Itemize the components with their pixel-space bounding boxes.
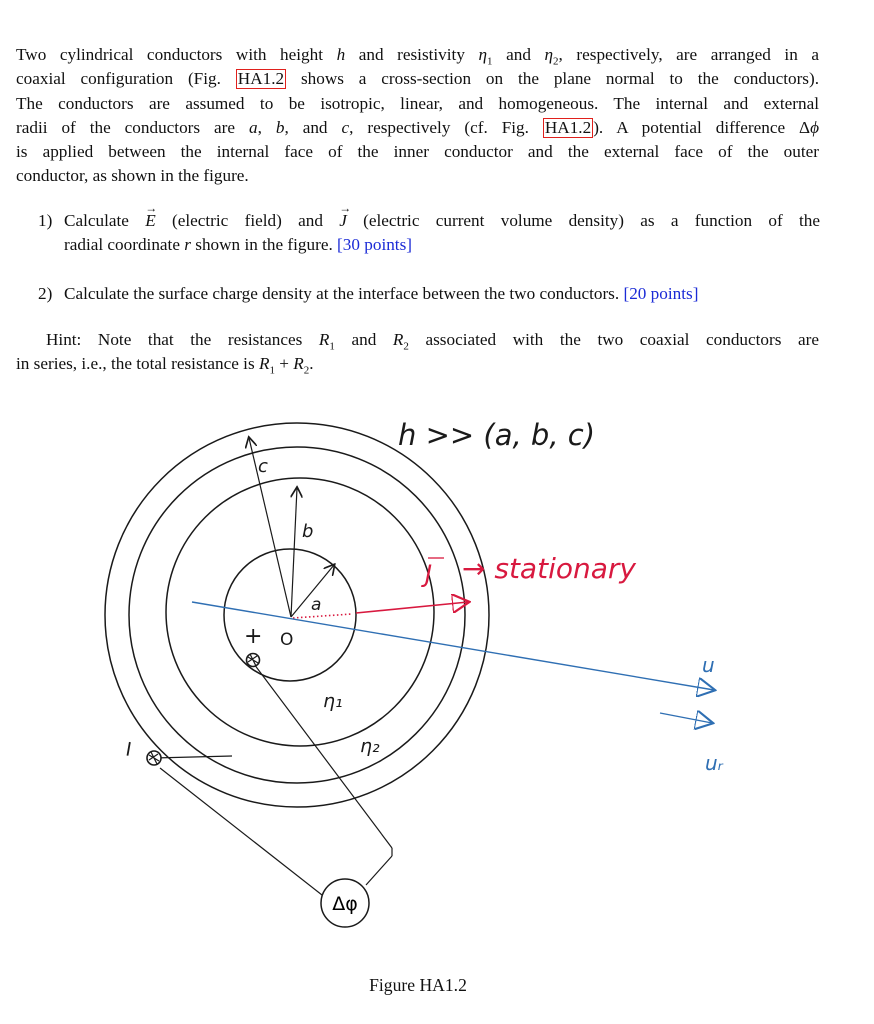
radius-b-line — [291, 488, 297, 617]
minus-sign: − — [115, 737, 143, 761]
label-u: u — [702, 653, 715, 677]
intro-paragraph — [16, 43, 819, 189]
hint-paragraph — [16, 328, 819, 377]
label-J: J — [425, 560, 433, 588]
label-eta1: η₁ — [323, 690, 343, 712]
vector-J: → J — [339, 209, 347, 233]
label-stationary: → stationary — [462, 552, 636, 585]
intro-line-1: Two cylindrical conductors with height h and resistivity $\eta_1$ and $\eta_2$, respectively, are arranged in a — [16, 45, 819, 68]
wire-outer-electrode — [154, 756, 232, 758]
label-eta2: η₂ — [360, 735, 380, 757]
figure-ref-link-2[interactable]: HA1.2 — [544, 117, 592, 137]
question-1-number: 1) — [38, 211, 53, 230]
hint-line-1: Hint: Note that the resistances $R_1$ and $R_2$ associated with the two coaxial conductors are — [46, 330, 819, 353]
label-ur: uᵣ — [705, 751, 723, 775]
figure-ref-link[interactable]: HA1.2 — [237, 69, 285, 89]
label-origin: O — [280, 630, 294, 650]
coaxial-figure — [0, 390, 874, 970]
label-a: a — [311, 595, 322, 615]
wire-to-source-right — [366, 856, 392, 885]
figure-caption: Figure HA1.2 — [369, 975, 467, 995]
wire-outer-to-source — [160, 768, 322, 895]
outer-conductor-boundary — [105, 423, 489, 807]
plus-sign: + — [244, 624, 263, 649]
question-1-line-1: Calculate → E (electric field) and → J (electric current volume density) as a function of the — [64, 209, 820, 233]
question-2-points: [20 points] — [623, 284, 699, 303]
label-c: c — [258, 456, 268, 477]
intro-line-3: The conductors are assumed to be isotropic, linear, and homogeneous. The internal and external — [16, 93, 819, 113]
question-1-line-2: radial coordinate r shown in the figure. [30 points] — [64, 235, 412, 255]
hint-line-2: in series, i.e., the total resistance is $R_1 + R_2$. — [16, 354, 314, 377]
question-2-number: 2) — [38, 284, 53, 303]
inner-conductor-outer-boundary — [166, 478, 434, 746]
radius-c-line — [249, 438, 291, 617]
current-density-arrow — [356, 602, 468, 613]
radial-unit-vector-ur — [660, 713, 712, 723]
intro-line-2: coaxial configuration (Fig. HA1.2 shows a cross-section on the plane normal to the conductors). — [16, 69, 819, 89]
intro-line-6: conductor, as shown in the figure. — [16, 166, 249, 186]
vector-E: → E — [145, 209, 156, 233]
radius-a-dotted — [293, 614, 352, 618]
intro-line-4: radii of the conductors are a, b, and c, respectively (cf. Fig. HA1.2 ). A potential difference Δϕ — [16, 117, 819, 137]
voltage-source-label: Δφ — [332, 893, 358, 915]
question-1-points: [30 points] — [337, 235, 412, 255]
note-h-much-greater: h >> (a, b, c) — [398, 418, 596, 452]
intro-line-5: is applied between the internal face of the inner conductor and the external face of the outer — [16, 142, 819, 162]
label-b: b — [302, 521, 314, 542]
question-2-text: Calculate the surface charge density at the interface between the two conductors. [20 points] — [64, 284, 699, 303]
